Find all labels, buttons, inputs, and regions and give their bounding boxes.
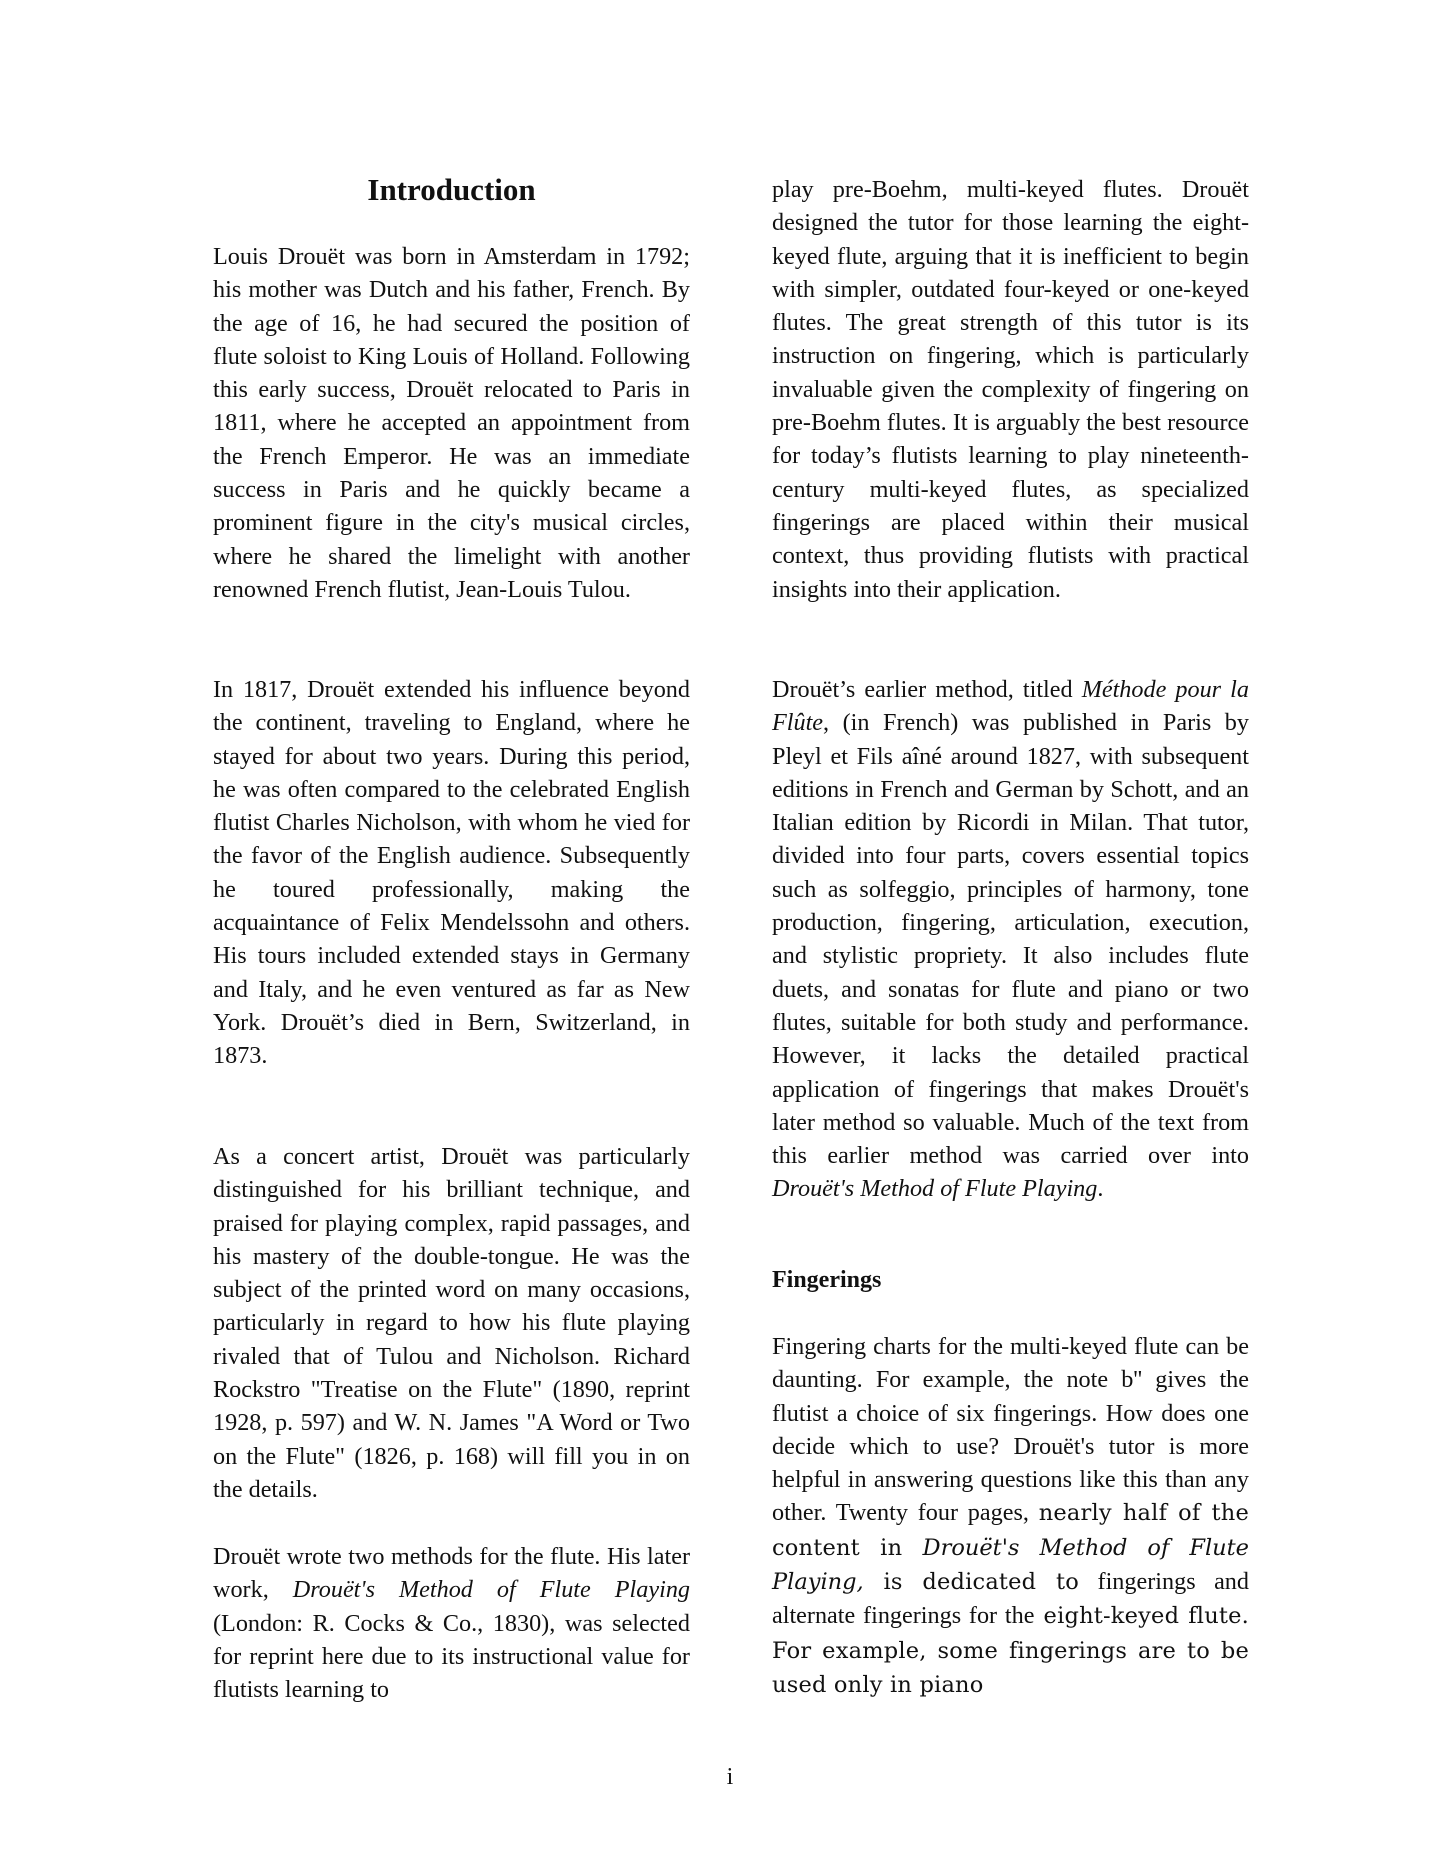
paragraph-text-before: Drouët’s earlier method, titled (772, 676, 1082, 703)
paragraph-tutor-design: play pre-Boehm, multi-keyed flutes. Drouët designed the tutor for those learning the eight-keyed flute, arguing that it is inefficient to begin with simpler, outdated four-keyed or one-keyed flutes. The great strength of this tutor is its instruction on fingering, which is particularly invaluable given the complexity of fingering on pre-Boehm flutes. It is arguably the best resource for today’s flutists learning to play nineteenth-century multi-keyed flutes, as specialized fingerings are placed within their musical context, thus providing flutists with practical insights into their application. (772, 176, 1249, 603)
book-title: Drouët's Method of Flute Playing (772, 1175, 1098, 1203)
paragraph-two-methods (213, 1540, 690, 1706)
paragraph-biography-early: Louis Drouët was born in Amsterdam in 1792; his mother was Dutch and his father, French. By the age of 16, he had secured the position of flute soloist to King Louis of Holland. Following this early success, Drouët relocated to Paris in 1811, where he accepted an appointment from the French Emperor. He was an immediate success in Paris and he quickly became a prominent figure in the city's musical circles, where he shared the limelight with another renowned French flutist, Jean-Louis Tulou. (213, 243, 690, 603)
paragraph-text-tail: eight-keyed flute. For example, some fingerings are to be used only in piano (772, 1603, 1249, 1698)
paragraph-concert-artist (213, 1140, 690, 1506)
paragraph-biography-travels: In 1817, Drouët extended his influence beyond the continent, traveling to England, where he stayed for about two years. During this period, he was often compared to the celebrated English flutist Charles Nicholson, with whom he vied for the favor of the English audience. Subsequently he toured professionally, making the acquaintance of Felix Mendelssohn and others. His tours included extended stays in Germany and Italy, and he even ventured as far as New York. Drouët’s died in Bern, Switzerland, in 1873. (213, 676, 690, 1070)
paragraph-text-after: . (1097, 1175, 1104, 1203)
paragraph-text-before: Drouët wrote two methods for the flute. His later work, (213, 1543, 690, 1604)
paragraph-earlier-method (772, 673, 1249, 1206)
page-number: i (726, 1764, 734, 1790)
paragraph-text-serif: fingerings and alternate fingerings for the (772, 1568, 1249, 1630)
page-title: Introduction (367, 172, 536, 207)
paragraph-text-before: Fingering charts for the multi-keyed flute can be daunting. For example, the note b'' gives the flutist a choice of six fingerings. How does one decide which to use? Drouët's tutor is more helpful in answering questions like this than any other. Twenty four pages, (772, 1333, 1249, 1527)
paragraph-text-after: (London: R. Cocks & Co., 1830), was selected for reprint here due to its instructional value for flutists learning to (213, 1609, 690, 1704)
section-heading-fingerings: Fingerings (772, 1267, 882, 1293)
paragraph-fingerings (772, 1330, 1249, 1702)
paragraph-text-alt-font: nearly half of the content in (772, 1500, 1249, 1561)
paragraph-text-middle: , (in French) was published in Paris by Pleyl et Fils aîné around 1827, with subsequent editions in French and German by Schott, and an Italian edition by Ricordi in Milan. That tutor, divided into four parts, covers essential topics such as solfeggio, principles of harmony, tone production, fingering, articulation, execution, and stylistic propriety. It also includes flute duets, and sonatas for flute and piano or two flutes, suitable for both study and performance. However, it lacks the detailed practical application of fingerings that makes Drouët's later method so valuable. Much of the text from this earlier method was carried over into (772, 709, 1249, 1170)
book-title: Drouët's Method of Flute Playing, (772, 1534, 1249, 1596)
book-title-french: Méthode pour la Flûte (772, 676, 1249, 737)
paragraph-text: As a concert artist, Drouët was particularly distinguished for his brilliant technique, and praised for playing complex, rapid passages, and his mastery of the double-tongue. He was the subject of the printed word on many occasions, particularly in regard to how his flute playing rivaled that of Tulou and Nicholson. Richard Rockstro "Treatise on the Flute" (1890, reprint 1928, p. 597) and W. N. James "A Word or Two on the Flute" (1826, p. 168) will fill you in on the details. (213, 1143, 690, 1503)
book-title: Drouët's Method of Flute Playing (292, 1576, 691, 1604)
paragraph-text-alt-font-2: is dedicated to (863, 1569, 1080, 1596)
